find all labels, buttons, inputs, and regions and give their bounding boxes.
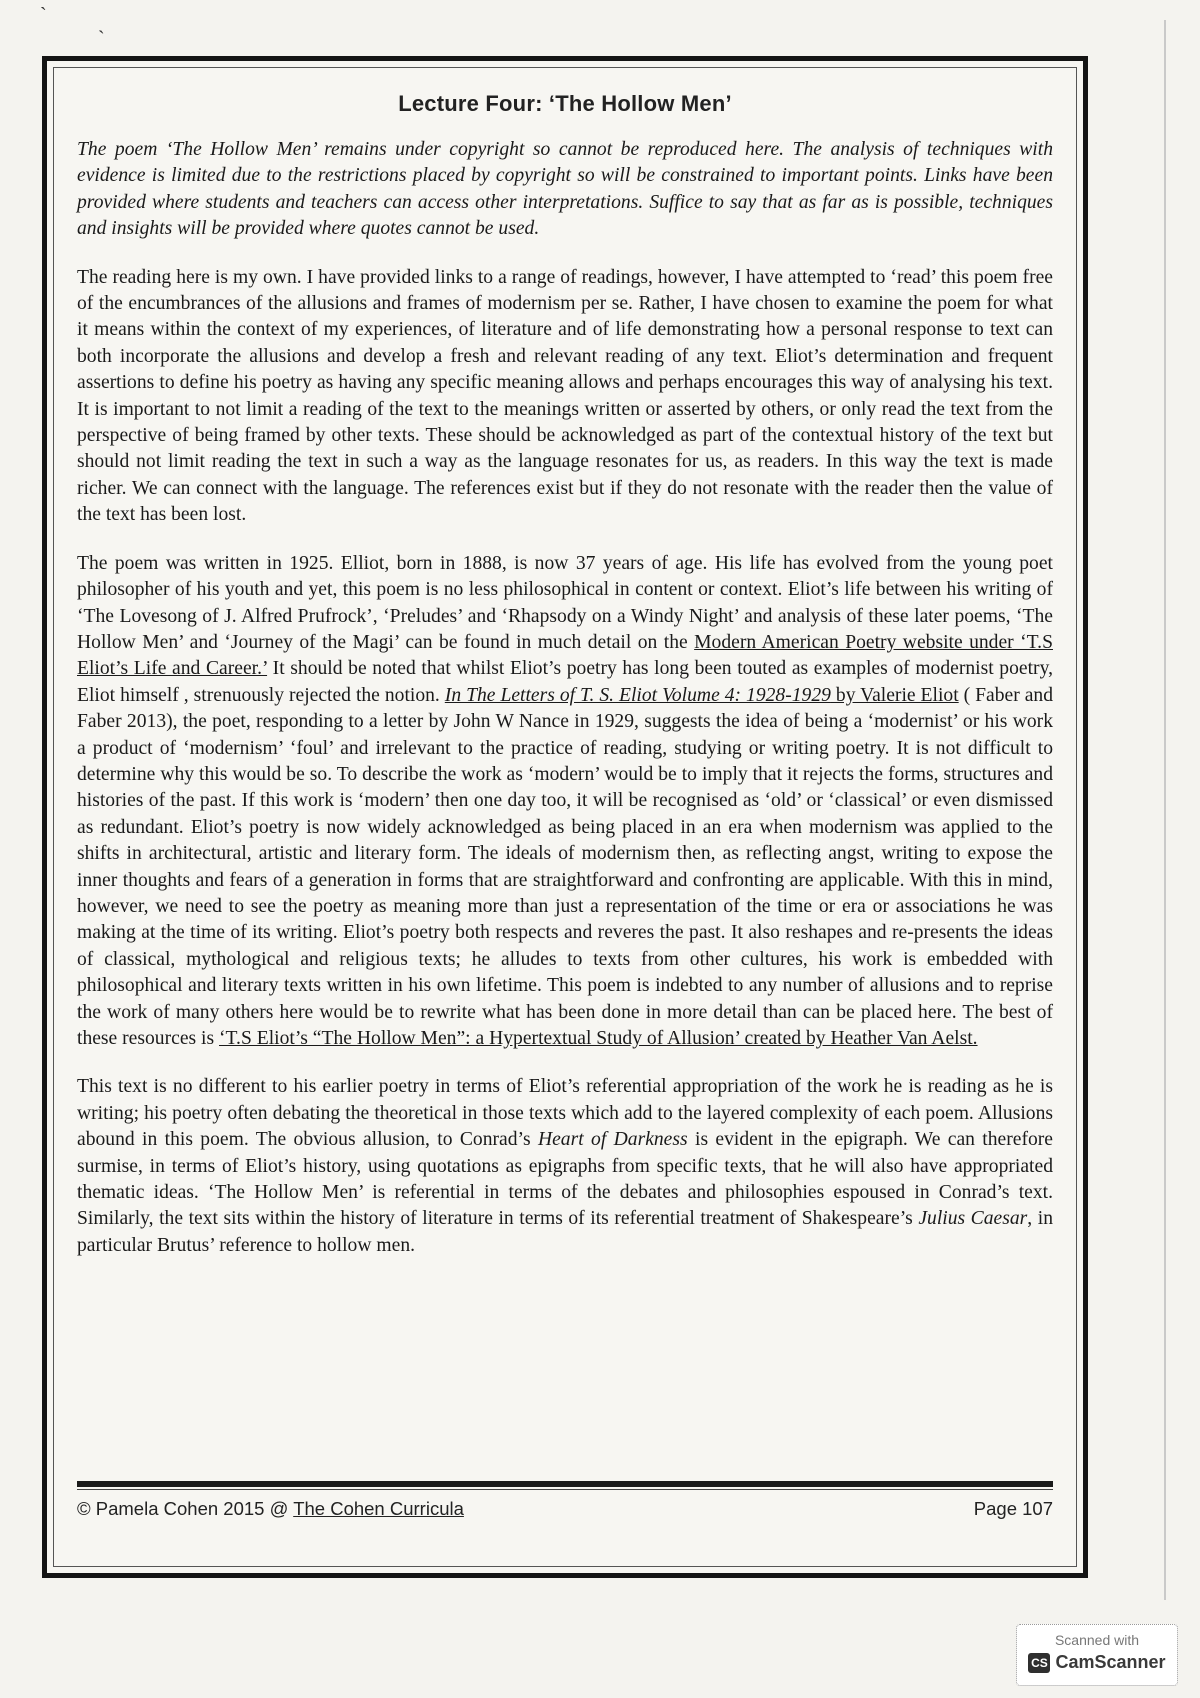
camscanner-icon: CS [1028, 1653, 1050, 1673]
scan-speck: ˋ [40, 4, 47, 26]
document-body [77, 91, 1053, 1281]
paragraph-text: It should be noted that whilst Eliot’s poetry has long been touted as examples of modernist poetry, Eliot himself , strenuously rejected the notion. [77, 658, 1053, 706]
paragraph-text: ( Faber and Faber 2013), the poet, responding to a letter by John W Nance in 1929, suggests the idea of being a ‘modernist’ or his work a product of ‘modernism’ ‘foul’ and irrelevant to the practice of reading, studying or writing poetry. It is not difficult to determine why this would be so. To describe the work as ‘modern’ would be to imply that it rejects the forms, structures and histories of the past. If this work is ‘modern’ then one day too, it will be recognised as ‘old’ or ‘classical’ or even dismissed as redundant. Eliot’s poetry is now widely acknowledged as being placed in an era when modernism was applied to the shifts in architectural, artistic and literary form. The ideals of modernism then, as reflecting angst, writing to expose the inner thoughts and fears of a generation in forms that are straightforward and confronting are applicable. With this in mind, however, we need to see the poetry as meaning more than just a representation of the time or era or associations he was making at the time of its writing. Eliot’s poetry both respects and reveres the past. It also reshapes and re-presents the ideas of classical, mythological and religious texts; he alludes to texts from other cultures, his work is embedded with philosophical and literary texts written in his own lifetime. This poem is indebted to any number of allusions and to reprise the work of many others here would be to rewrite what has been done in more detail than can be placed here. The best of these resources is [77, 684, 1054, 1049]
camscanner-badge [1016, 1624, 1178, 1686]
hypertextual-study-link[interactable]: ‘T.S Eliot’s “The Hollow Men”: a Hypertextual Study of Allusion’ created by Heather Van Aelst. [219, 1028, 978, 1049]
footer-rule-thick [77, 1481, 1053, 1487]
document-page [42, 56, 1088, 1578]
paragraph-context [77, 551, 1053, 1053]
paragraph-allusions [77, 1074, 1053, 1259]
scan-speck: ˏ [98, 12, 105, 34]
letters-of-eliot-link[interactable]: In The Letters of T. S. Eliot Volume 4: 1928-1929 [444, 684, 831, 706]
intro-paragraph: The poem ‘The Hollow Men’ remains under copyright so cannot be reproduced here. The analysis of techniques with evidence is limited due to the restrictions placed by copyright so will be constrained to important points. Links have been provided where students and teachers can access other interpretations. Suffice to say that as far as is possible, techniques and insights will be provided where quotes cannot be used. [77, 139, 1053, 240]
page-number: Page 107 [973, 1498, 1053, 1519]
modern-american-poetry-link[interactable]: Modern American Poetry website under ‘T.S Eliot’s Life and Career.’ [77, 631, 1053, 680]
footer-rule-thin [77, 1489, 1053, 1490]
paragraph-reading: The reading here is my own. I have provided links to a range of readings, however, I have attempted to ‘read’ this poem free of the encumbrances of the allusions and frames of modernism per se. Rather, I have chosen to examine the poem for what it means within the context of my experiences, of literature and of life demonstrating how a personal response to text can both incorporate the allusions and develop a fresh and relevant reading of any text. Eliot’s determination and frequent assertions to define his poetry as having any specific meaning allows and perhaps encourages this way of analysing his text. It is important to not limit a reading of the text to the meanings written or asserted by others, or only read the text from the perspective of being framed by other texts. These should be acknowledged as part of the contextual history of the text but should not limit reading the text in such a way as the language resonates for us, as readers. In this way the text is made richer. We can connect with the language. The references exist but if they do not resonate with the reader then the value of the text has been lost. [77, 266, 1053, 526]
julius-caesar-title: Julius Caesar [918, 1208, 1028, 1230]
paragraph-text: , in particular Brutus’ reference to hollow men. [77, 1208, 1053, 1256]
paragraph-text: is evident in the epigraph. We can therefore surmise, in terms of Eliot’s history, using quotations as epigraphs from specific texts, that he will also have appropriated thematic ideas. ‘The Hollow Men’ is referential in terms of the debates and philosophies espoused in Conrad’s text. Similarly, the text sits within the history of literature in terms of its referential treatment of Shakespeare’s [77, 1129, 1054, 1230]
camscanner-label: CamScanner [1055, 1652, 1166, 1672]
paragraph-text: The poem was written in 1925. Elliot, born in 1888, is now 37 years of age. His life has evolved from the young poet philosopher of his youth and yet, this poem is no less philosophical in content or context. Eliot’s life between his writing of ‘The Lovesong of J. Alfred Prufrock’, ‘Preludes’ and ‘Rhapsody on a Windy Night’ and analysis of these later poems, ‘The Hollow Men’ and ‘Journey of the Magi’ can be found in much detail on the [77, 552, 1053, 653]
heart-of-darkness-title: Heart of Darkness [537, 1129, 688, 1151]
copyright-text: © Pamela Cohen 2015 @ [77, 1498, 294, 1519]
scan-margin-line [1164, 20, 1166, 1600]
camscanner-brand [1017, 1652, 1177, 1673]
page-footer [77, 1498, 1053, 1520]
page-title: Lecture Four: ‘The Hollow Men’ [398, 91, 732, 116]
valerie-eliot-link[interactable]: by Valerie Eliot [830, 684, 959, 706]
cohen-curricula-link[interactable]: The Cohen Curricula [293, 1498, 464, 1519]
scanned-with-label: Scanned with [1054, 1632, 1140, 1648]
footer-copyright [77, 1498, 464, 1520]
paragraph-text: This text is no different to his earlier poetry in terms of Eliot’s referential appropriation of the work he is reading as he is writing; his poetry often debating the theoretical in those texts which add to the layered complexity of each poem. Allusions abound in this poem. The obvious allusion, to Conrad’s [77, 1076, 1053, 1151]
